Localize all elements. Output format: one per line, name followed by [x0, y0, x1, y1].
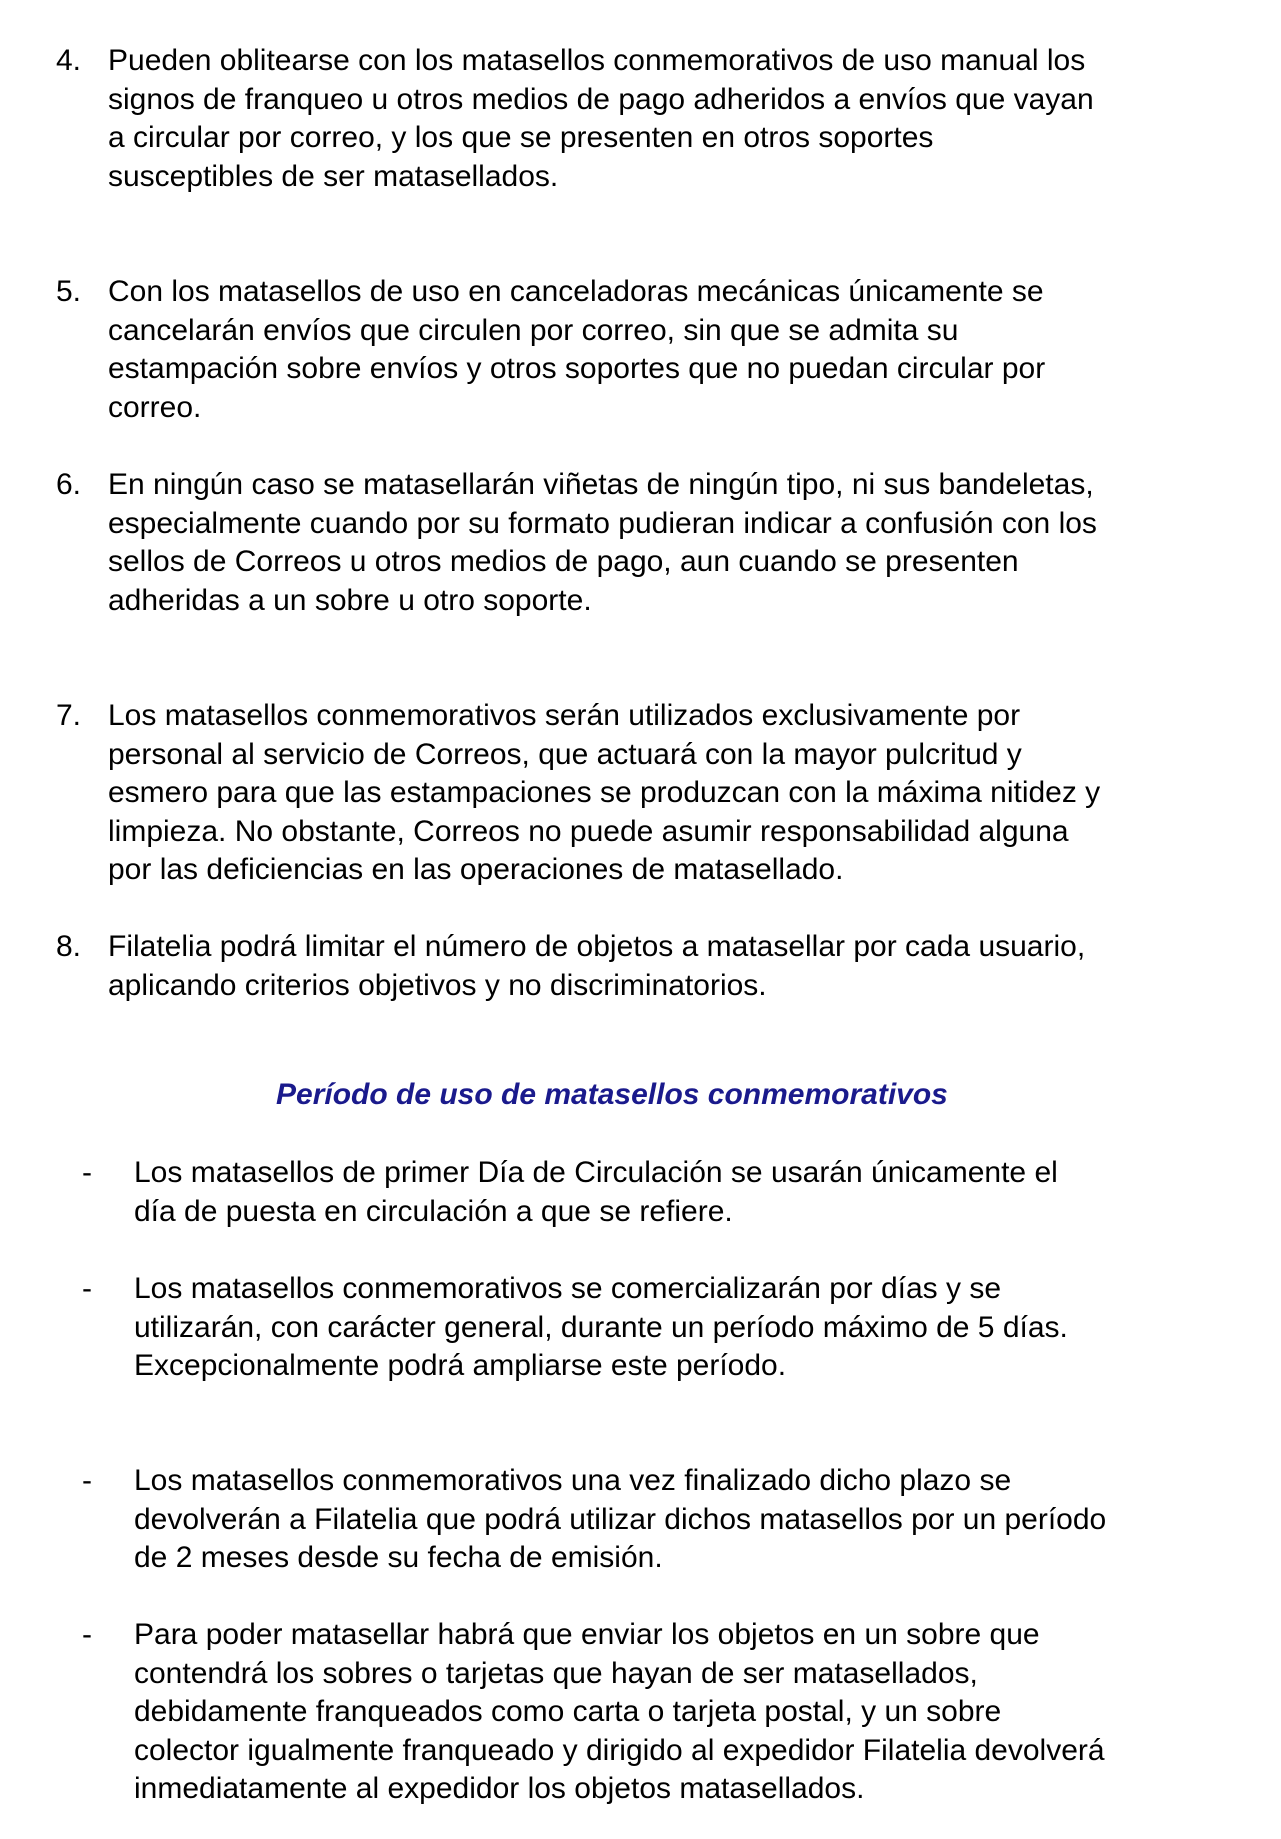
- numbered-item-4: [56, 42, 1236, 196]
- item-text: En ningún caso se matasellarán viñetas de ningún tipo, ni sus bandeletas, especialmente cuando por su formato pudieran indicar a confusión con los sellos de Correos u otros medios de pago, aun cuando se presenten adheridas a un sobre u otro soporte.: [108, 468, 1097, 617]
- bullet-marker: -: [82, 1618, 92, 1651]
- bullet-item-3: [78, 1462, 1238, 1578]
- item-text: Con los matasellos de uso en canceladoras mecánicas únicamente se cancelarán envíos que circulen por correo, sin que se admita su estampación sobre envíos y otros soportes que no puedan circular por correo.: [108, 275, 1046, 424]
- section-heading: Período de uso de matasellos conmemorativos: [276, 1078, 948, 1111]
- numbered-item-5: [56, 273, 1236, 427]
- item-text: Los matasellos conmemorativos serán utilizados exclusivamente por personal al servicio de Correos, que actuará con la mayor pulcritud y esmero para que las estampaciones se produzcan con la máxima nitidez y limpieza. No obstante, Correos no puede asumir responsabilidad alguna por las deficiencias en las operaciones de matasellado.: [108, 699, 1101, 886]
- bullet-text: Para poder matasellar habrá que enviar los objetos en un sobre que contendrá los sobres o tarjetas que hayan de ser matasellados, debidamente franqueados como carta o tarjeta postal, y un sobre colector igualmente franqueado y dirigido al expedidor Filatelia devolverá inmediatamente al expedidor los objetos matasellados.: [134, 1618, 1105, 1805]
- numbered-item-8: [56, 928, 1236, 1005]
- item-text: Pueden oblitearse con los matasellos conmemorativos de uso manual los signos de franqueo u otros medios de pago adheridos a envíos que vayan a circular por correo, y los que se presenten en otros soportes susceptibles de ser matasellados.: [108, 44, 1094, 193]
- bullet-item-1: [78, 1154, 1238, 1231]
- item-text: Filatelia podrá limitar el número de objetos a matasellar por cada usuario, aplicando criterios objetivos y no discriminatorios.: [108, 930, 1086, 1002]
- bullet-marker: -: [82, 1272, 92, 1305]
- numbered-item-7: [56, 697, 1236, 890]
- bullet-text: Los matasellos de primer Día de Circulación se usarán únicamente el día de puesta en circulación a que se refiere.: [134, 1156, 1058, 1228]
- bullet-item-4: [78, 1616, 1238, 1809]
- item-number: 6.: [56, 468, 82, 501]
- bullet-marker: -: [82, 1156, 92, 1189]
- item-number: 5.: [56, 275, 82, 308]
- bullet-text: Los matasellos conmemorativos se comercializarán por días y se utilizarán, con carácter general, durante un período máximo de 5 días. Excepcionalmente podrá ampliarse este período.: [134, 1272, 1068, 1382]
- bullet-item-2: [78, 1270, 1238, 1386]
- item-number: 4.: [56, 44, 82, 77]
- bullet-text: Los matasellos conmemorativos una vez finalizado dicho plazo se devolverán a Filatelia que podrá utilizar dichos matasellos por un período de 2 meses desde su fecha de emisión.: [134, 1464, 1107, 1574]
- item-number: 7.: [56, 699, 82, 732]
- numbered-item-6: [56, 466, 1236, 620]
- bullet-marker: -: [82, 1464, 92, 1497]
- item-number: 8.: [56, 930, 82, 963]
